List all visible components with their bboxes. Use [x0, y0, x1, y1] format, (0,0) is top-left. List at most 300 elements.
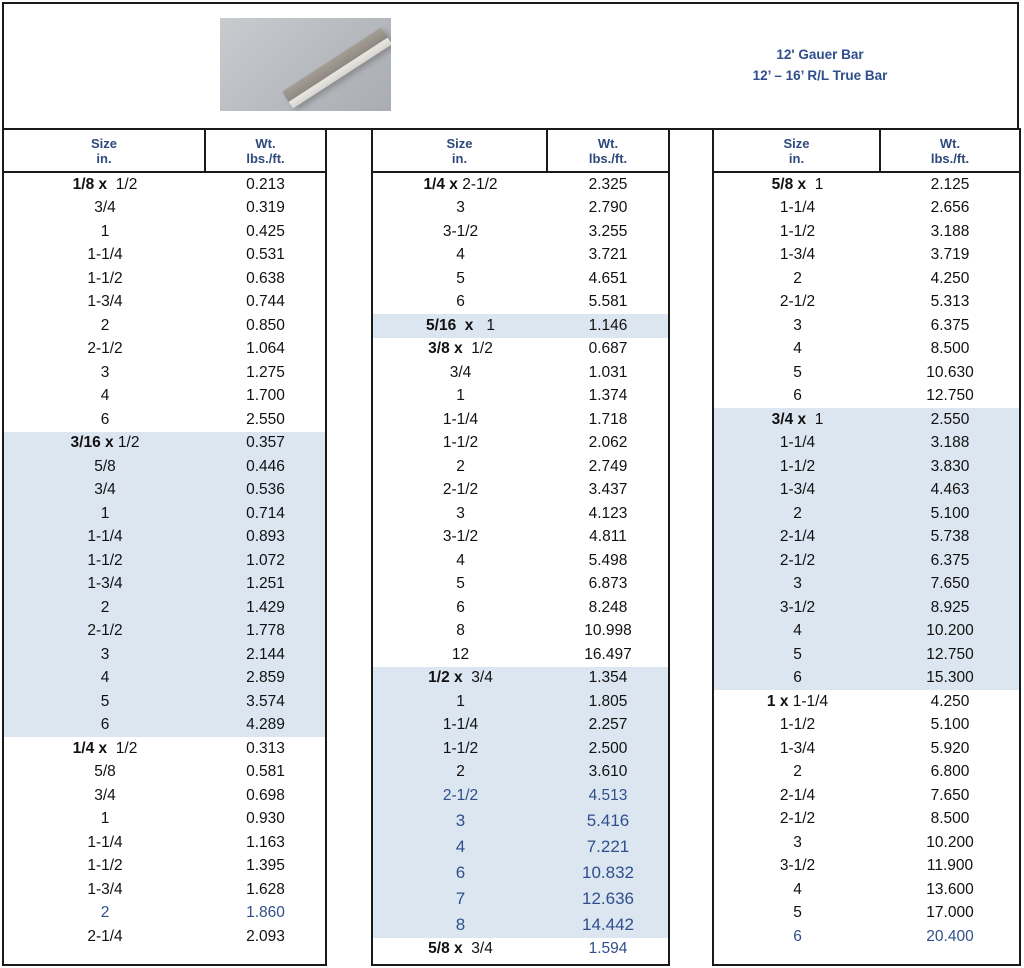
width-label: 2 [793, 269, 802, 287]
weight-cell: 0.893 [246, 528, 285, 546]
weight-cell: 1.778 [246, 622, 285, 640]
weight-cell: 0.744 [246, 293, 285, 311]
weight-cell: 4.250 [930, 269, 970, 287]
weight-cell: 10.998 [584, 622, 632, 640]
thickness-label: 1 x [766, 692, 789, 710]
table-row [4, 385, 325, 409]
table-row [714, 855, 1019, 879]
weight-table-1 [2, 128, 327, 966]
table-row [714, 573, 1019, 597]
weight-cell: 1.628 [246, 880, 285, 898]
table-row [4, 479, 325, 503]
thickness-label: 1/4 x [423, 175, 458, 193]
table-row [373, 620, 668, 644]
size-cell [714, 693, 881, 711]
table-row [4, 808, 325, 832]
width-label: 2 [456, 457, 465, 475]
width-label: 3 [100, 645, 110, 663]
flat-bar-product-image [220, 18, 391, 111]
width-label: 4 [456, 551, 465, 569]
width-label: 2 [100, 598, 110, 616]
table-row [373, 643, 668, 667]
width-label: 3/4 [462, 669, 493, 687]
width-label: 2 [456, 763, 465, 781]
table-row [4, 432, 325, 456]
width-label: 1-1/4 [779, 199, 816, 217]
weight-cell: 12.636 [582, 888, 634, 908]
size-cell [373, 863, 548, 883]
size-cell [714, 364, 881, 382]
weight-cell: 7.650 [930, 575, 970, 593]
weight-cell: 2.859 [246, 669, 285, 687]
weight-header-label: Wt. [597, 135, 619, 151]
table-row [714, 244, 1019, 268]
weight-cell: 5.498 [588, 551, 628, 569]
top-border-gap-1 [326, 128, 372, 130]
size-cell [373, 575, 548, 593]
width-label: 1 [456, 692, 465, 710]
size-cell [373, 387, 548, 405]
table-row [4, 878, 325, 902]
width-label: 2-1/4 [87, 927, 123, 945]
width-label: 2-1/2 [442, 481, 479, 499]
weight-cell: 3.830 [930, 457, 970, 475]
width-label: 5/8 [94, 763, 116, 781]
weight-column-header [206, 130, 325, 171]
table-row [4, 314, 325, 338]
table-row [373, 432, 668, 456]
table-row [373, 912, 668, 938]
size-cell [4, 834, 206, 852]
width-label: 1-1/2 [87, 857, 123, 875]
weight-cell: 8.925 [930, 598, 970, 616]
table-row [4, 197, 325, 221]
weight-cell: 0.313 [246, 739, 285, 757]
table-row [714, 291, 1019, 315]
weight-cell: 5.738 [930, 528, 970, 546]
size-cell [4, 716, 206, 734]
table-row [373, 714, 668, 738]
weight-cell: 4.811 [589, 528, 627, 546]
weight-cell: 1.594 [588, 940, 628, 958]
weight-cell: 1.374 [588, 387, 628, 405]
table-row [373, 526, 668, 550]
size-cell [4, 293, 206, 311]
table-row [714, 220, 1019, 244]
weight-header-unit: lbs./ft. [588, 150, 628, 166]
width-label: 3 [456, 504, 465, 522]
size-cell [373, 837, 548, 857]
table-row [4, 408, 325, 432]
width-label: 8 [455, 914, 466, 934]
table-row [4, 737, 325, 761]
size-cell [373, 740, 548, 758]
width-label: 6 [100, 716, 110, 734]
width-label: 2-1/4 [779, 786, 816, 804]
width-label: 4 [455, 836, 466, 856]
weight-column-header [881, 130, 1019, 171]
column-header-row [4, 130, 325, 173]
width-label: 8 [456, 622, 465, 640]
weight-cell: 1.429 [246, 598, 285, 616]
width-label: 1-1/4 [442, 716, 479, 734]
width-label: 1 [806, 410, 824, 428]
width-label: 3-1/2 [442, 222, 479, 240]
table-row [373, 455, 668, 479]
width-label: 3 [456, 199, 465, 217]
table-row [373, 479, 668, 503]
flat-bar-icon [282, 27, 391, 108]
size-cell [373, 669, 548, 687]
size-cell [4, 787, 206, 805]
width-label: 4 [793, 340, 802, 358]
table-row [373, 690, 668, 714]
width-label: 5 [793, 645, 802, 663]
size-cell [714, 246, 881, 264]
width-label: 1-1/2 [779, 716, 816, 734]
weight-cell: 1.395 [246, 857, 285, 875]
width-label: 1 [806, 175, 824, 193]
size-cell [4, 340, 206, 358]
width-label: 4 [456, 246, 465, 264]
table-row [714, 314, 1019, 338]
weight-cell: 1.354 [588, 669, 628, 687]
width-label: 5/8 [94, 457, 116, 475]
width-label: 1-1/4 [442, 410, 479, 428]
table-row [373, 314, 668, 338]
weight-cell: 0.698 [246, 786, 285, 804]
width-label: 1 [473, 316, 495, 334]
width-label: 1 [100, 810, 110, 828]
table-row [714, 408, 1019, 432]
width-label: 3-1/2 [442, 528, 479, 546]
table-row [714, 667, 1019, 691]
table-row [373, 886, 668, 912]
weight-header-label: Wt. [939, 135, 961, 151]
size-cell [714, 716, 881, 734]
size-cell [714, 528, 881, 546]
weight-table-3 [712, 128, 1021, 966]
width-label: 2 [793, 504, 802, 522]
width-label: 3 [793, 833, 802, 851]
table-row [714, 549, 1019, 573]
weight-cell: 3.188 [930, 222, 970, 240]
width-label: 3-1/2 [779, 598, 816, 616]
weight-cell: 6.800 [930, 763, 970, 781]
weight-cell: 0.536 [246, 481, 285, 499]
weight-cell: 16.497 [584, 645, 632, 663]
size-cell [714, 223, 881, 241]
weight-cell: 6.873 [588, 575, 628, 593]
width-label: 2-1/2 [779, 551, 816, 569]
size-cell [4, 669, 206, 687]
weight-cell: 0.446 [246, 457, 285, 475]
size-cell [4, 387, 206, 405]
size-cell [373, 787, 548, 805]
width-label: 3/4 [94, 786, 116, 804]
size-cell [714, 622, 881, 640]
size-cell [4, 881, 206, 899]
table-row [4, 220, 325, 244]
size-header-label: Size [446, 135, 473, 151]
thickness-label: 3/4 x [771, 410, 807, 428]
weight-cell: 0.581 [246, 763, 285, 781]
size-header-unit: in. [788, 150, 805, 166]
table-row [4, 173, 325, 197]
weight-cell: 4.289 [246, 716, 285, 734]
size-cell [4, 575, 206, 593]
size-cell [4, 740, 206, 758]
table-row [373, 385, 668, 409]
product-title [700, 44, 940, 86]
width-label: 2-1/2 [779, 810, 816, 828]
weight-cell: 2.257 [588, 716, 628, 734]
table-row [373, 361, 668, 385]
width-label: 6 [793, 669, 802, 687]
size-cell [4, 693, 206, 711]
size-cell [714, 599, 881, 617]
table-row [714, 620, 1019, 644]
width-label: 2-1/2 [457, 175, 498, 193]
width-label: 4 [100, 669, 110, 687]
weight-cell: 2.749 [588, 457, 628, 475]
weight-cell: 3.719 [930, 246, 970, 264]
size-cell [373, 763, 548, 781]
width-label: 1-1/2 [87, 551, 123, 569]
thickness-label: 1/8 x [72, 175, 108, 193]
weight-cell: 1.064 [246, 340, 285, 358]
weight-cell: 2.550 [930, 410, 970, 428]
weight-column-header [548, 130, 668, 171]
size-cell [4, 458, 206, 476]
width-label: 5 [793, 904, 802, 922]
weight-cell: 3.574 [246, 692, 285, 710]
table-row [714, 338, 1019, 362]
width-label: 3 [455, 810, 466, 830]
width-label: 4 [793, 880, 802, 898]
table-row [714, 808, 1019, 832]
weight-cell: 5.100 [930, 504, 970, 522]
width-label: 2-1/2 [442, 786, 479, 804]
weight-cell: 0.687 [588, 340, 628, 358]
table-row [4, 714, 325, 738]
size-cell [4, 622, 206, 640]
table-row [714, 831, 1019, 855]
size-cell [4, 223, 206, 241]
table-row [373, 573, 668, 597]
width-label: 2 [100, 904, 110, 922]
table-row [4, 596, 325, 620]
thickness-label: 1/2 x [428, 669, 463, 687]
weight-cell: 1.700 [246, 387, 285, 405]
table-row [714, 385, 1019, 409]
table-row [4, 573, 325, 597]
size-column-header [714, 130, 881, 171]
width-label: 1-1/4 [87, 246, 123, 264]
table-row [4, 267, 325, 291]
table-row [373, 220, 668, 244]
size-cell [373, 693, 548, 711]
width-label: 5 [456, 269, 465, 287]
size-cell [373, 716, 548, 734]
column-header-row [714, 130, 1019, 173]
table-row [4, 291, 325, 315]
width-label: 3 [100, 363, 110, 381]
table-row [714, 361, 1019, 385]
width-label: 1-3/4 [87, 293, 123, 311]
width-label: 1-1/2 [87, 269, 123, 287]
size-cell [714, 552, 881, 570]
weight-cell: 0.930 [246, 810, 285, 828]
weight-cell: 1.275 [246, 363, 285, 381]
thickness-label: 3/8 x [428, 340, 463, 358]
size-cell [4, 364, 206, 382]
table-row [4, 902, 325, 926]
weight-cell: 2.656 [930, 199, 970, 217]
size-column-header [4, 130, 206, 171]
weight-cell: 5.416 [586, 810, 630, 830]
table-row [714, 925, 1019, 949]
table-row [714, 878, 1019, 902]
weight-cell: 8.500 [930, 810, 970, 828]
table-row [4, 784, 325, 808]
weight-header-unit: lbs./ft. [246, 150, 285, 166]
size-cell [4, 528, 206, 546]
size-cell [4, 199, 206, 217]
size-cell [714, 810, 881, 828]
weight-cell: 5.313 [930, 293, 970, 311]
weight-cell: 0.319 [246, 199, 285, 217]
weight-cell: 5.100 [930, 716, 970, 734]
table-row [714, 267, 1019, 291]
width-label: 5 [100, 692, 110, 710]
table-row [714, 197, 1019, 221]
table-row [4, 620, 325, 644]
table-row [373, 267, 668, 291]
weight-cell: 2.062 [588, 434, 628, 452]
weight-cell: 2.550 [246, 410, 285, 428]
size-cell [373, 223, 548, 241]
size-cell [373, 434, 548, 452]
width-label: 4 [100, 387, 110, 405]
size-cell [714, 317, 881, 335]
width-label: 1-1/4 [779, 434, 816, 452]
weight-header-label: Wt. [255, 135, 276, 151]
width-label: 2-1/2 [87, 340, 123, 358]
width-label: 1/2 [107, 175, 138, 193]
size-cell [373, 199, 548, 217]
size-header-unit: in. [96, 150, 112, 166]
size-cell [714, 928, 881, 946]
weight-cell: 8.248 [588, 598, 628, 616]
weight-cell: 5.581 [588, 293, 628, 311]
table-row [714, 502, 1019, 526]
weight-cell: 2.790 [588, 199, 628, 217]
width-label: 3/4 [94, 199, 116, 217]
size-cell [4, 599, 206, 617]
width-label: 1-1/2 [442, 739, 479, 757]
width-label: 1-3/4 [779, 246, 816, 264]
thickness-label: 5/8 x [428, 940, 463, 958]
weight-cell: 15.300 [926, 669, 974, 687]
size-column-header [373, 130, 548, 171]
width-label: 6 [456, 598, 465, 616]
title-line-2: 12’ – 16’ R/L True Bar [752, 68, 888, 83]
size-cell [4, 270, 206, 288]
width-label: 6 [793, 927, 802, 945]
width-label: 1-3/4 [779, 481, 816, 499]
weight-table-2 [371, 128, 670, 966]
weight-cell: 1.072 [246, 551, 285, 569]
size-cell [373, 811, 548, 831]
thickness-label: 1/4 x [72, 739, 108, 757]
width-label: 1-1/4 [87, 833, 123, 851]
size-cell [373, 246, 548, 264]
width-label: 2 [100, 316, 110, 334]
size-header-label: Size [90, 135, 117, 151]
weight-cell: 0.357 [246, 434, 285, 452]
size-cell [714, 575, 881, 593]
top-border-gap-2 [669, 128, 713, 130]
table-row [4, 690, 325, 714]
weight-cell: 3.437 [588, 481, 628, 499]
weight-cell: 1.805 [588, 692, 628, 710]
table-row [373, 667, 668, 691]
weight-cell: 3.721 [588, 246, 628, 264]
size-cell [4, 646, 206, 664]
size-cell [714, 505, 881, 523]
table-row [714, 737, 1019, 761]
table-row [373, 761, 668, 785]
table-row [4, 361, 325, 385]
table-row [373, 596, 668, 620]
size-cell [4, 857, 206, 875]
table-row [373, 938, 668, 962]
size-cell [373, 528, 548, 546]
width-label: 2-1/4 [779, 528, 816, 546]
size-cell [373, 270, 548, 288]
width-label: 2-1/2 [779, 293, 816, 311]
width-label: 1 [456, 387, 465, 405]
table-row [4, 667, 325, 691]
size-cell [373, 940, 548, 958]
table-row [4, 244, 325, 268]
weight-cell: 6.375 [930, 316, 970, 334]
size-cell [714, 270, 881, 288]
size-cell [4, 246, 206, 264]
size-cell [714, 434, 881, 452]
width-label: 2-1/2 [87, 622, 123, 640]
table-row [4, 338, 325, 362]
weight-cell: 1.860 [246, 904, 285, 922]
weight-cell: 13.600 [926, 880, 974, 898]
weight-cell: 14.442 [582, 914, 634, 934]
weight-cell: 0.714 [246, 504, 285, 522]
thickness-label: 3/16 x [70, 434, 114, 452]
table-row [4, 925, 325, 949]
weight-cell: 2.325 [588, 175, 628, 193]
title-line-1: 12' Gauer Bar [776, 47, 864, 62]
size-cell [714, 293, 881, 311]
size-cell [373, 915, 548, 935]
weight-cell: 12.750 [926, 645, 974, 663]
weight-cell: 2.093 [246, 927, 285, 945]
table-row [4, 502, 325, 526]
size-cell [714, 740, 881, 758]
table-row [714, 596, 1019, 620]
weight-cell: 0.425 [246, 222, 285, 240]
table-row [714, 714, 1019, 738]
